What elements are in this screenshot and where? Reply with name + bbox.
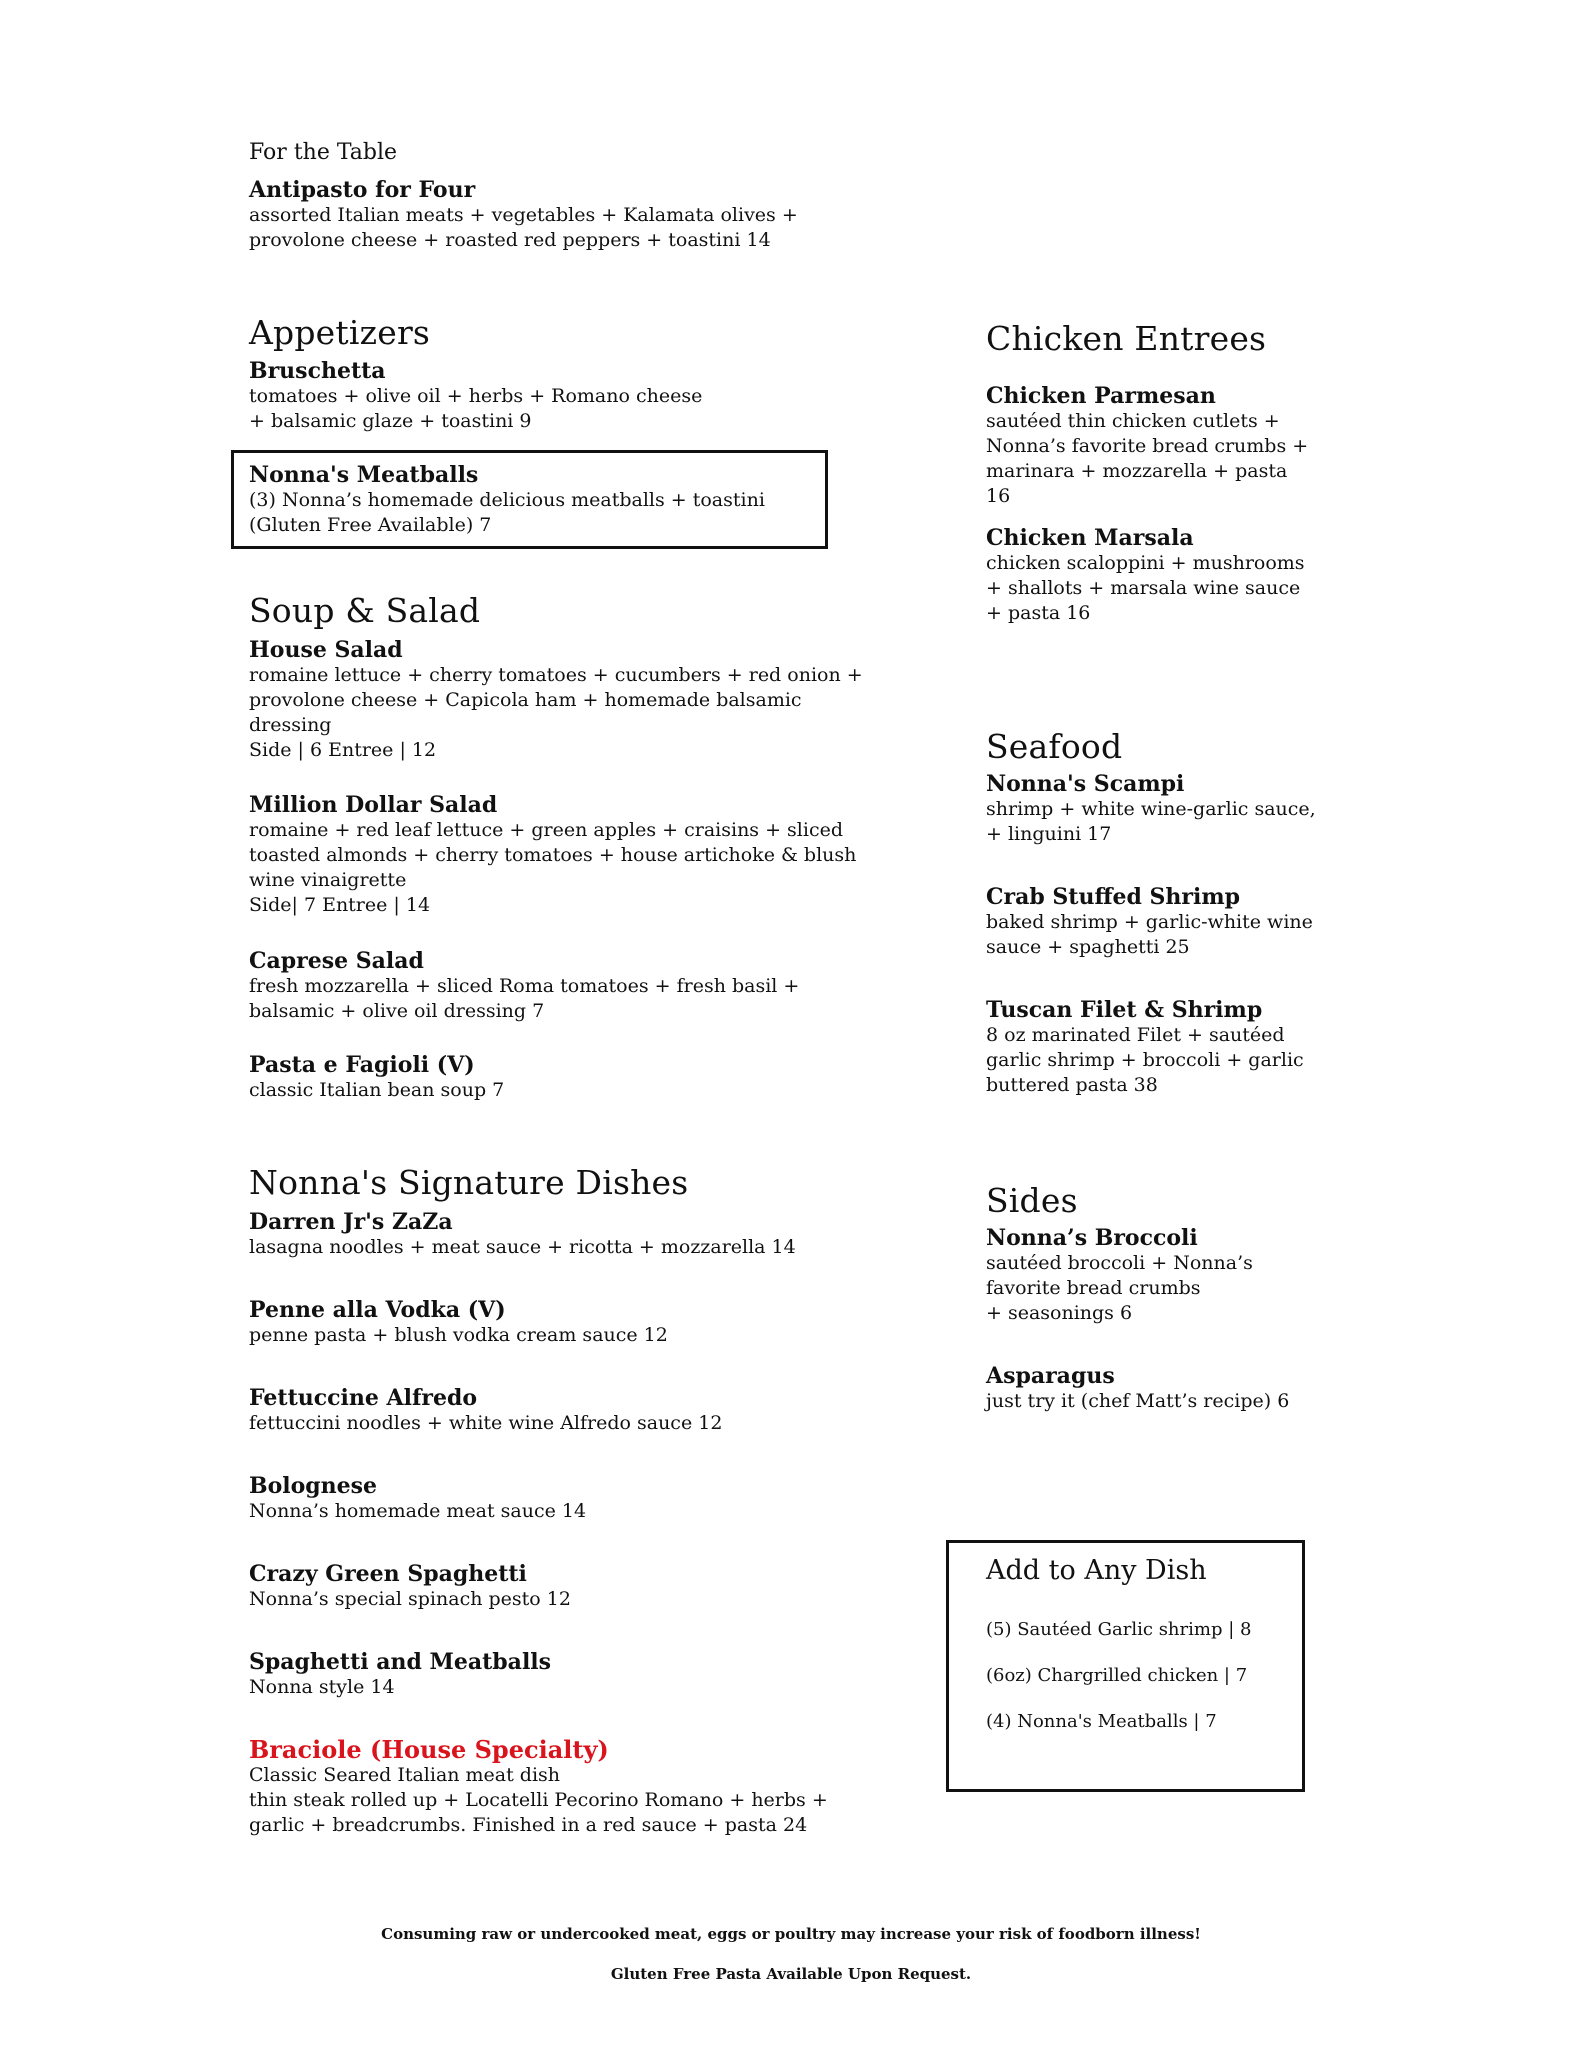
menu-item-crab-stuffed-shrimp: [986, 884, 1313, 960]
menu-item-bolognese: [249, 1473, 586, 1524]
menu-item-pasta-e-fagioli: [249, 1052, 504, 1103]
item-desc: tomatoes + olive oil + herbs + Romano cheese: [249, 385, 703, 407]
item-desc: Classic Seared Italian meat dish: [249, 1764, 561, 1786]
footer-disclaimer: Consuming raw or undercooked meat, eggs or poultry may increase your risk of foodborn illness!: [381, 1925, 1201, 1943]
menu-item-caprese-salad: [249, 948, 799, 1024]
item-desc: dressing: [249, 714, 332, 736]
item-desc: + pasta 16: [986, 602, 1091, 624]
item-desc: sautéed thin chicken cutlets +: [986, 410, 1280, 432]
item-name: Fettuccine Alfredo: [249, 1385, 478, 1411]
item-desc: buttered pasta 38: [986, 1074, 1158, 1096]
item-desc: marinara + mozzarella + pasta: [986, 460, 1288, 482]
section-heading-appetizers: Appetizers: [249, 313, 431, 352]
item-desc: Side| 7 Entree | 14: [249, 894, 431, 916]
item-name: Caprese Salad: [249, 948, 424, 974]
item-desc: provolone cheese + roasted red peppers + toastini 14: [249, 229, 771, 251]
section-heading-seafood: Seafood: [986, 727, 1123, 766]
item-desc: romaine lettuce + cherry tomatoes + cucumbers + red onion +: [249, 664, 863, 686]
item-desc: assorted Italian meats + vegetables + Kalamata olives +: [249, 204, 798, 226]
item-name: Antipasto for Four: [249, 177, 476, 203]
menu-item-antipasto: [249, 177, 798, 253]
section-heading-sides: Sides: [986, 1181, 1078, 1220]
item-name: Nonna's Meatballs: [249, 462, 479, 488]
addon-item: (5) Sautéed Garlic shrimp | 8: [986, 1619, 1252, 1640]
item-name: Nonna's Scampi: [986, 771, 1185, 797]
menu-item-crazy-green-spaghetti: [249, 1561, 571, 1612]
item-name: Crazy Green Spaghetti: [249, 1561, 527, 1587]
item-desc: 16: [986, 485, 1011, 507]
menu-item-asparagus: [986, 1363, 1289, 1414]
item-desc: (3) Nonna’s homemade delicious meatballs + toastini: [249, 489, 765, 511]
item-desc: toasted almonds + cherry tomatoes + house artichoke & blush: [249, 844, 857, 866]
item-name: Darren Jr's ZaZa: [249, 1209, 453, 1235]
item-desc: garlic + breadcrumbs. Finished in a red sauce + pasta 24: [249, 1814, 808, 1836]
item-name: Penne alla Vodka (V): [249, 1297, 506, 1323]
for-table-heading: For the Table: [249, 140, 398, 165]
item-desc: Side | 6 Entree | 12: [249, 739, 437, 761]
addons-heading: Add to Any Dish: [986, 1555, 1207, 1586]
item-desc: garlic shrimp + broccoli + garlic: [986, 1049, 1304, 1071]
item-name: Nonna’s Broccoli: [986, 1225, 1198, 1251]
menu-item-nonnas-scampi: [986, 771, 1316, 847]
item-desc: + balsamic glaze + toastini 9: [249, 410, 532, 432]
menu-item-million-dollar-salad: [249, 792, 856, 918]
item-desc: + shallots + marsala wine sauce: [986, 577, 1301, 599]
item-name: Tuscan Filet & Shrimp: [986, 997, 1263, 1023]
footer-gluten-free: Gluten Free Pasta Available Upon Request.: [610, 1965, 972, 1983]
menu-item-fettuccine-alfredo: [249, 1385, 722, 1436]
item-desc: Nonna’s favorite bread crumbs +: [986, 435, 1309, 457]
item-desc: romaine + red leaf lettuce + green apples + craisins + sliced: [249, 819, 844, 841]
item-name-highlight: Braciole (House Specialty): [249, 1735, 609, 1764]
menu-item-tuscan-filet-shrimp: [986, 997, 1304, 1098]
menu-item-braciole: [249, 1737, 828, 1838]
item-name: Spaghetti and Meatballs: [249, 1649, 552, 1675]
item-name: Crab Stuffed Shrimp: [986, 884, 1241, 910]
item-desc: balsamic + olive oil dressing 7: [249, 1000, 545, 1022]
item-desc: chicken scaloppini + mushrooms: [986, 552, 1305, 574]
item-name: Chicken Marsala: [986, 525, 1194, 551]
section-heading-signature: Nonna's Signature Dishes: [249, 1163, 689, 1202]
item-desc: Nonna’s homemade meat sauce 14: [249, 1500, 587, 1522]
menu-item-chicken-marsala: [986, 525, 1305, 626]
item-desc: provolone cheese + Capicola ham + homemade balsamic: [249, 689, 802, 711]
menu-item-nonnas-meatballs: [249, 462, 765, 538]
item-desc: Nonna style 14: [249, 1676, 395, 1698]
item-desc: + seasonings 6: [986, 1302, 1133, 1324]
item-desc: fresh mozzarella + sliced Roma tomatoes + fresh basil +: [249, 975, 800, 997]
menu-item-zaza: [249, 1209, 796, 1260]
item-desc: (Gluten Free Available) 7: [249, 514, 492, 536]
item-desc: shrimp + white wine-garlic sauce,: [986, 798, 1316, 820]
item-desc: + linguini 17: [986, 823, 1112, 845]
item-name: Million Dollar Salad: [249, 792, 498, 818]
item-desc: fettuccini noodles + white wine Alfredo sauce 12: [249, 1412, 723, 1434]
section-heading-chicken: Chicken Entrees: [986, 319, 1267, 358]
item-name: Pasta e Fagioli (V): [249, 1052, 475, 1078]
item-desc: sautéed broccoli + Nonna’s: [986, 1252, 1253, 1274]
item-name: Chicken Parmesan: [986, 383, 1216, 409]
item-desc: sauce + spaghetti 25: [986, 936, 1190, 958]
item-desc: baked shrimp + garlic-white wine: [986, 911, 1313, 933]
menu-item-broccoli: [986, 1225, 1253, 1326]
addon-item: (4) Nonna's Meatballs | 7: [986, 1711, 1217, 1732]
item-name: Asparagus: [986, 1363, 1115, 1389]
item-name: Bruschetta: [249, 358, 386, 384]
item-desc: 8 oz marinated Filet + sautéed: [986, 1024, 1285, 1046]
item-desc: lasagna noodles + meat sauce + ricotta + mozzarella 14: [249, 1236, 796, 1258]
item-desc: wine vinaigrette: [249, 869, 407, 891]
menu-item-spaghetti-meatballs: [249, 1649, 551, 1700]
menu-item-chicken-parmesan: [986, 383, 1308, 509]
item-name: Bolognese: [249, 1473, 378, 1499]
item-desc: just try it (chef Matt’s recipe) 6: [986, 1390, 1290, 1412]
menu-item-house-salad: [249, 637, 863, 763]
item-desc: Nonna’s special spinach pesto 12: [249, 1588, 571, 1610]
item-desc: favorite bread crumbs: [986, 1277, 1201, 1299]
menu-item-bruschetta: [249, 358, 702, 434]
addon-item: (6oz) Chargrilled chicken | 7: [986, 1665, 1248, 1686]
section-heading-soup-salad: Soup & Salad: [249, 591, 481, 630]
item-desc: thin steak rolled up + Locatelli Pecorino Romano + herbs +: [249, 1789, 828, 1811]
item-desc: classic Italian bean soup 7: [249, 1079, 505, 1101]
menu-item-penne-vodka: [249, 1297, 668, 1348]
item-desc: penne pasta + blush vodka cream sauce 12: [249, 1324, 668, 1346]
item-name: House Salad: [249, 637, 403, 663]
